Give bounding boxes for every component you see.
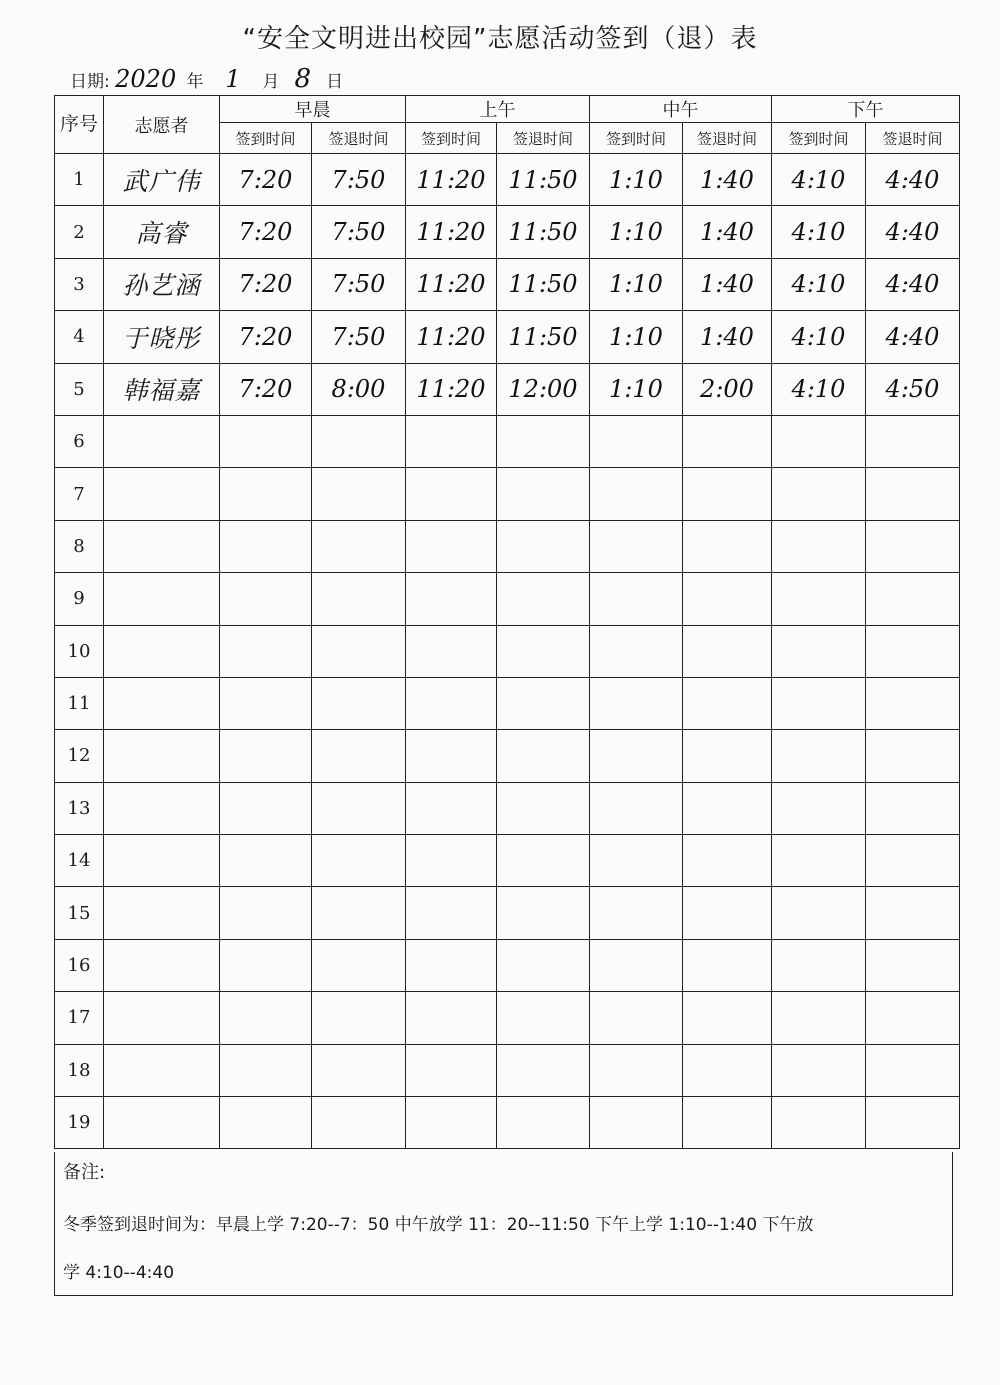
table-row [55,1044,960,1096]
row-number: 5 [55,363,104,415]
checkout-time [866,835,960,887]
checkout-time [312,835,406,887]
checkin-time [406,677,497,729]
date-label: 日期: [70,72,110,92]
table-row [55,992,960,1044]
row-number: 4 [55,311,104,363]
checkin-time [220,415,312,467]
checkin-time: 7:20 [220,206,312,258]
checkout-time [497,677,590,729]
checkout-time [497,468,590,520]
checkout-time: 11:50 [497,206,590,258]
table-row [55,939,960,991]
checkin-time [406,887,497,939]
checkin-time [406,782,497,834]
table-row [55,154,960,206]
table-row [55,835,960,887]
checkin-time [772,625,866,677]
checkout-time [683,992,772,1044]
checkin-time [772,573,866,625]
checkout-time [683,939,772,991]
checkout-time [497,730,590,782]
volunteer-name [104,625,220,677]
checkin-time [772,782,866,834]
table-row [55,1097,960,1149]
volunteer-name [104,520,220,572]
header-checkout: 签退时间 [312,123,406,154]
checkin-time [406,573,497,625]
checkout-time [497,573,590,625]
checkin-time [590,887,683,939]
checkout-time [312,1044,406,1096]
volunteer-name [104,730,220,782]
header-checkout: 签退时间 [683,123,772,154]
checkout-time [312,677,406,729]
row-number: 11 [55,677,104,729]
checkout-time [866,677,960,729]
checkin-time [772,1097,866,1149]
checkin-time [590,1044,683,1096]
checkout-time [866,1044,960,1096]
checkin-time [772,520,866,572]
header-volunteer: 志愿者 [104,96,220,154]
checkout-time [866,730,960,782]
row-number: 14 [55,835,104,887]
checkin-time [406,939,497,991]
notes-line-2: 学 4:10--4:40 [63,1263,175,1283]
checkout-time [312,887,406,939]
checkin-time [406,415,497,467]
table-row [55,311,960,363]
checkout-time [497,782,590,834]
row-number: 3 [55,258,104,310]
checkout-time [866,573,960,625]
checkin-time [772,677,866,729]
table-row [55,415,960,467]
checkout-time: 4:40 [866,311,960,363]
checkin-time [772,992,866,1044]
checkin-time [772,415,866,467]
signin-table [54,95,960,1149]
checkin-time [406,992,497,1044]
checkin-time: 1:10 [590,311,683,363]
checkout-time [683,415,772,467]
checkout-time [866,468,960,520]
checkin-time [406,1097,497,1149]
checkout-time [312,625,406,677]
checkout-time: 7:50 [312,154,406,206]
checkout-time [866,939,960,991]
checkout-time: 8:00 [312,363,406,415]
checkout-time: 7:50 [312,206,406,258]
date-day-unit: 日 [326,72,344,92]
checkout-time [312,415,406,467]
checkin-time [590,730,683,782]
volunteer-name: 武广伟 [104,154,220,206]
checkin-time [220,1044,312,1096]
checkin-time: 1:10 [590,206,683,258]
checkout-time [497,520,590,572]
checkout-time [683,887,772,939]
checkout-time [866,520,960,572]
table-row [55,363,960,415]
header-seq: 序号 [55,96,104,154]
checkin-time [406,468,497,520]
checkout-time: 4:40 [866,154,960,206]
checkin-time [220,625,312,677]
checkin-time: 11:20 [406,363,497,415]
checkout-time [866,625,960,677]
checkin-time [406,625,497,677]
header-period-noon: 中午 [590,96,772,123]
checkin-time [220,730,312,782]
header-checkout: 签退时间 [866,123,960,154]
checkout-time: 2:00 [683,363,772,415]
header-period-morning: 早晨 [220,96,406,123]
checkin-time [220,835,312,887]
checkin-time: 11:20 [406,206,497,258]
checkout-time: 4:50 [866,363,960,415]
row-number: 7 [55,468,104,520]
checkout-time [497,992,590,1044]
volunteer-name [104,992,220,1044]
checkout-time: 7:50 [312,258,406,310]
checkin-time [590,520,683,572]
table-row [55,573,960,625]
row-number: 16 [55,939,104,991]
checkout-time [866,992,960,1044]
checkout-time [866,415,960,467]
checkout-time [312,520,406,572]
checkout-time: 1:40 [683,258,772,310]
checkout-time [866,782,960,834]
checkout-time [497,835,590,887]
checkout-time: 7:50 [312,311,406,363]
row-number: 15 [55,887,104,939]
checkout-time [683,520,772,572]
checkout-time [866,887,960,939]
checkin-time: 7:20 [220,311,312,363]
checkout-time [683,468,772,520]
checkin-time [590,992,683,1044]
checkout-time [866,1097,960,1149]
checkin-time: 4:10 [772,206,866,258]
row-number: 1 [55,154,104,206]
checkout-time: 11:50 [497,311,590,363]
date-day: 8 [294,64,312,94]
checkin-time [220,1097,312,1149]
row-number: 18 [55,1044,104,1096]
table-row [55,730,960,782]
checkout-time: 4:40 [866,258,960,310]
page-title: “安全文明进出校园”志愿活动签到（退）表 [242,24,758,54]
table-row [55,520,960,572]
checkin-time: 7:20 [220,154,312,206]
row-number: 19 [55,1097,104,1149]
checkin-time [772,468,866,520]
volunteer-name [104,415,220,467]
date-line [70,64,343,94]
checkin-time [220,887,312,939]
volunteer-name [104,573,220,625]
checkin-time [590,677,683,729]
checkin-time [406,730,497,782]
volunteer-name [104,887,220,939]
checkin-time [220,468,312,520]
checkout-time: 1:40 [683,154,772,206]
table-row [55,625,960,677]
checkin-time: 1:10 [590,258,683,310]
checkout-time [312,782,406,834]
table-row [55,887,960,939]
checkin-time [590,782,683,834]
row-number: 2 [55,206,104,258]
row-number: 6 [55,415,104,467]
header-checkin: 签到时间 [220,123,312,154]
checkin-time: 4:10 [772,154,866,206]
header-checkout: 签退时间 [497,123,590,154]
header-checkin: 签到时间 [590,123,683,154]
checkin-time [590,415,683,467]
checkout-time [683,835,772,887]
volunteer-name [104,782,220,834]
checkin-time [772,730,866,782]
checkin-time [590,625,683,677]
checkout-time [312,1097,406,1149]
checkout-time [312,992,406,1044]
checkin-time [772,1044,866,1096]
checkin-time [220,992,312,1044]
row-number: 8 [55,520,104,572]
checkin-time [406,835,497,887]
row-number: 9 [55,573,104,625]
checkin-time: 11:20 [406,154,497,206]
checkin-time: 1:10 [590,363,683,415]
row-number: 13 [55,782,104,834]
checkin-time [406,520,497,572]
volunteer-name: 于晓彤 [104,311,220,363]
header-checkin: 签到时间 [772,123,866,154]
checkout-time: 4:40 [866,206,960,258]
row-number: 17 [55,992,104,1044]
volunteer-name [104,468,220,520]
checkout-time [683,1097,772,1149]
checkout-time: 11:50 [497,258,590,310]
checkout-time [683,782,772,834]
checkout-time [497,1044,590,1096]
date-year: 2020 [115,65,177,93]
checkin-time [772,887,866,939]
checkout-time: 1:40 [683,206,772,258]
checkin-time [590,1097,683,1149]
checkout-time [683,730,772,782]
checkout-time: 12:00 [497,363,590,415]
checkout-time [497,625,590,677]
checkout-time [683,625,772,677]
checkin-time [406,1044,497,1096]
volunteer-name: 高睿 [104,206,220,258]
checkin-time [220,782,312,834]
header-period-forenoon: 上午 [406,96,590,123]
checkin-time [590,835,683,887]
checkin-time [220,677,312,729]
checkin-time: 11:20 [406,311,497,363]
volunteer-name [104,1097,220,1149]
checkout-time [497,887,590,939]
checkin-time: 1:10 [590,154,683,206]
notes-box [54,1152,953,1296]
volunteer-name [104,835,220,887]
table-body [55,154,960,1149]
checkin-time [590,573,683,625]
checkout-time [497,939,590,991]
checkout-time [683,1044,772,1096]
table-row [55,206,960,258]
checkin-time: 4:10 [772,258,866,310]
checkout-time [497,1097,590,1149]
volunteer-name [104,1044,220,1096]
date-year-unit: 年 [186,72,204,92]
notes-label: 备注: [63,1162,106,1183]
checkin-time [772,939,866,991]
checkin-time [220,573,312,625]
checkout-time [312,468,406,520]
checkin-time [220,939,312,991]
checkin-time [220,520,312,572]
checkin-time: 11:20 [406,258,497,310]
checkin-time [772,835,866,887]
table-row [55,258,960,310]
checkout-time [312,939,406,991]
volunteer-name: 孙艺涵 [104,258,220,310]
checkout-time [312,730,406,782]
checkin-time [590,468,683,520]
checkout-time: 1:40 [683,311,772,363]
checkout-time [312,573,406,625]
checkout-time [497,415,590,467]
volunteer-name [104,939,220,991]
checkin-time: 4:10 [772,363,866,415]
checkout-time: 11:50 [497,154,590,206]
date-month-unit: 月 [262,72,280,92]
table-row [55,677,960,729]
checkin-time: 4:10 [772,311,866,363]
checkin-time [590,939,683,991]
header-checkin: 签到时间 [406,123,497,154]
checkout-time [683,677,772,729]
checkin-time: 7:20 [220,258,312,310]
table-row [55,782,960,834]
row-number: 12 [55,730,104,782]
volunteer-name: 韩福嘉 [104,363,220,415]
notes-line-1: 冬季签到退时间为：早晨上学 7:20--7：50 中午放学 11：20--11:50 下午上学 1:10--1:40 下午放 [63,1215,814,1235]
volunteer-name [104,677,220,729]
header-period-afternoon: 下午 [772,96,960,123]
row-number: 10 [55,625,104,677]
table-row [55,468,960,520]
date-month: 1 [225,65,241,93]
checkin-time: 7:20 [220,363,312,415]
checkout-time [683,573,772,625]
